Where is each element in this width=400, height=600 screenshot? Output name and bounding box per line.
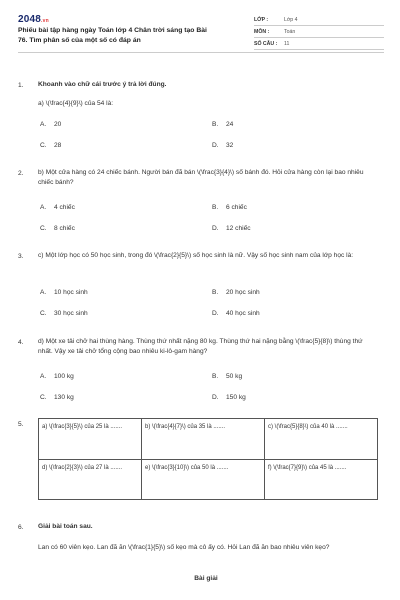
worksheet-title: Phiếu bài tập hàng ngày Toán lớp 4 Chân trời sáng tạo Bài 76. Tìm phân số của một số có đáp án [18,27,207,44]
question-6-instruction: Giải bài toán sau. [38,523,93,530]
meta-label: LỚP : [254,16,269,23]
table-cell[interactable]: c) \(\frac{5}{8}\) của 40 là ....... [265,419,378,460]
table-cell[interactable]: e) \(\frac{3}{10}\) của 50 là ....... [142,460,265,500]
header-divider [18,52,384,53]
meta-table [254,14,384,50]
meta-row-subject [254,26,384,38]
meta-row-grade [254,14,384,26]
option-a[interactable]: A. 100 kg [40,373,74,380]
option-c[interactable]: C. 28 [40,142,62,149]
question-3-text: c) Một lớp học có 50 học sinh, trong đó \(\frac{2}{5}\) số học sinh là nữ. Vậy số học sinh nam của lớp học là: [38,252,354,259]
question-3-number: 3. [18,253,24,260]
meta-label: SỐ CÂU : [254,40,278,47]
option-d[interactable]: D. 32 [212,142,234,149]
question-4-text: d) Một xe tải chở hai thùng hàng. Thùng thứ nhất nặng 80 kg. Thùng thứ hai nặng bằng \(\frac{5}{8}\) thùng thứ nhất. Vậy xe tải chở tổng cộng bao nhiêu ki-lô-gam hàng? [38,338,363,355]
question-2-number: 2. [18,170,24,177]
question-6-text: Lan có 60 viên kẹo. Lan đã ăn \(\frac{1}{5}\) số kẹo mà cô ấy có. Hỏi Lan đã ăn bao nhiêu viên kẹo? [38,544,330,551]
meta-value: Toán [284,28,296,35]
option-b[interactable]: B. 6 chiếc [212,204,247,211]
question-2-text: b) Một cửa hàng có 24 chiếc bánh. Người bán đã bán \(\frac{3}{4}\) số bánh đó. Hỏi cửa hàng còn lại bao nhiêu chiếc bánh? [38,169,364,186]
question-5-number: 5. [18,421,24,428]
question-1-text: a) \(\frac{4}{9}\) của 54 là: [38,100,114,107]
option-b[interactable]: B. 50 kg [212,373,243,380]
table-cell[interactable]: b) \(\frac{4}{7}\) của 35 là ....... [142,419,265,460]
option-d[interactable]: D. 150 kg [212,394,246,401]
option-a[interactable]: A. 10 học sinh [40,289,88,296]
fill-in-table [38,418,378,500]
question-1-number: 1. [18,82,24,89]
option-c[interactable]: C. 130 kg [40,394,74,401]
meta-row-count [254,38,384,50]
logo-main: 2048 [18,14,42,25]
option-b[interactable]: B. 24 [212,121,234,128]
option-d[interactable]: D. 12 chiếc [212,225,251,232]
question-6-number: 6. [18,524,24,531]
site-logo[interactable] [18,14,49,25]
option-a[interactable]: A. 20 [40,121,62,128]
option-c[interactable]: C. 8 chiếc [40,225,75,232]
option-d[interactable]: D. 40 học sinh [212,310,260,317]
option-c[interactable]: C. 30 học sinh [40,310,88,317]
question-4-number: 4. [18,339,24,346]
meta-value: 11 [284,40,290,47]
logo-suffix: .vn [41,18,49,24]
table-cell[interactable]: d) \(\frac{2}{3}\) của 27 là ....... [39,460,142,500]
option-b[interactable]: B. 20 học sinh [212,289,260,296]
option-a[interactable]: A. 4 chiếc [40,204,75,211]
meta-value: Lớp 4 [284,16,298,23]
table-cell[interactable]: f) \(\frac{7}{9}\) của 45 là ....... [268,465,347,471]
question-1-instruction: Khoanh vào chữ cái trước ý trả lời đúng. [38,81,167,88]
solution-label: Bài giải [194,575,218,582]
table-cell[interactable]: a) \(\frac{3}{5}\) của 25 là ....... [39,419,142,460]
meta-label: MÔN : [254,28,270,35]
